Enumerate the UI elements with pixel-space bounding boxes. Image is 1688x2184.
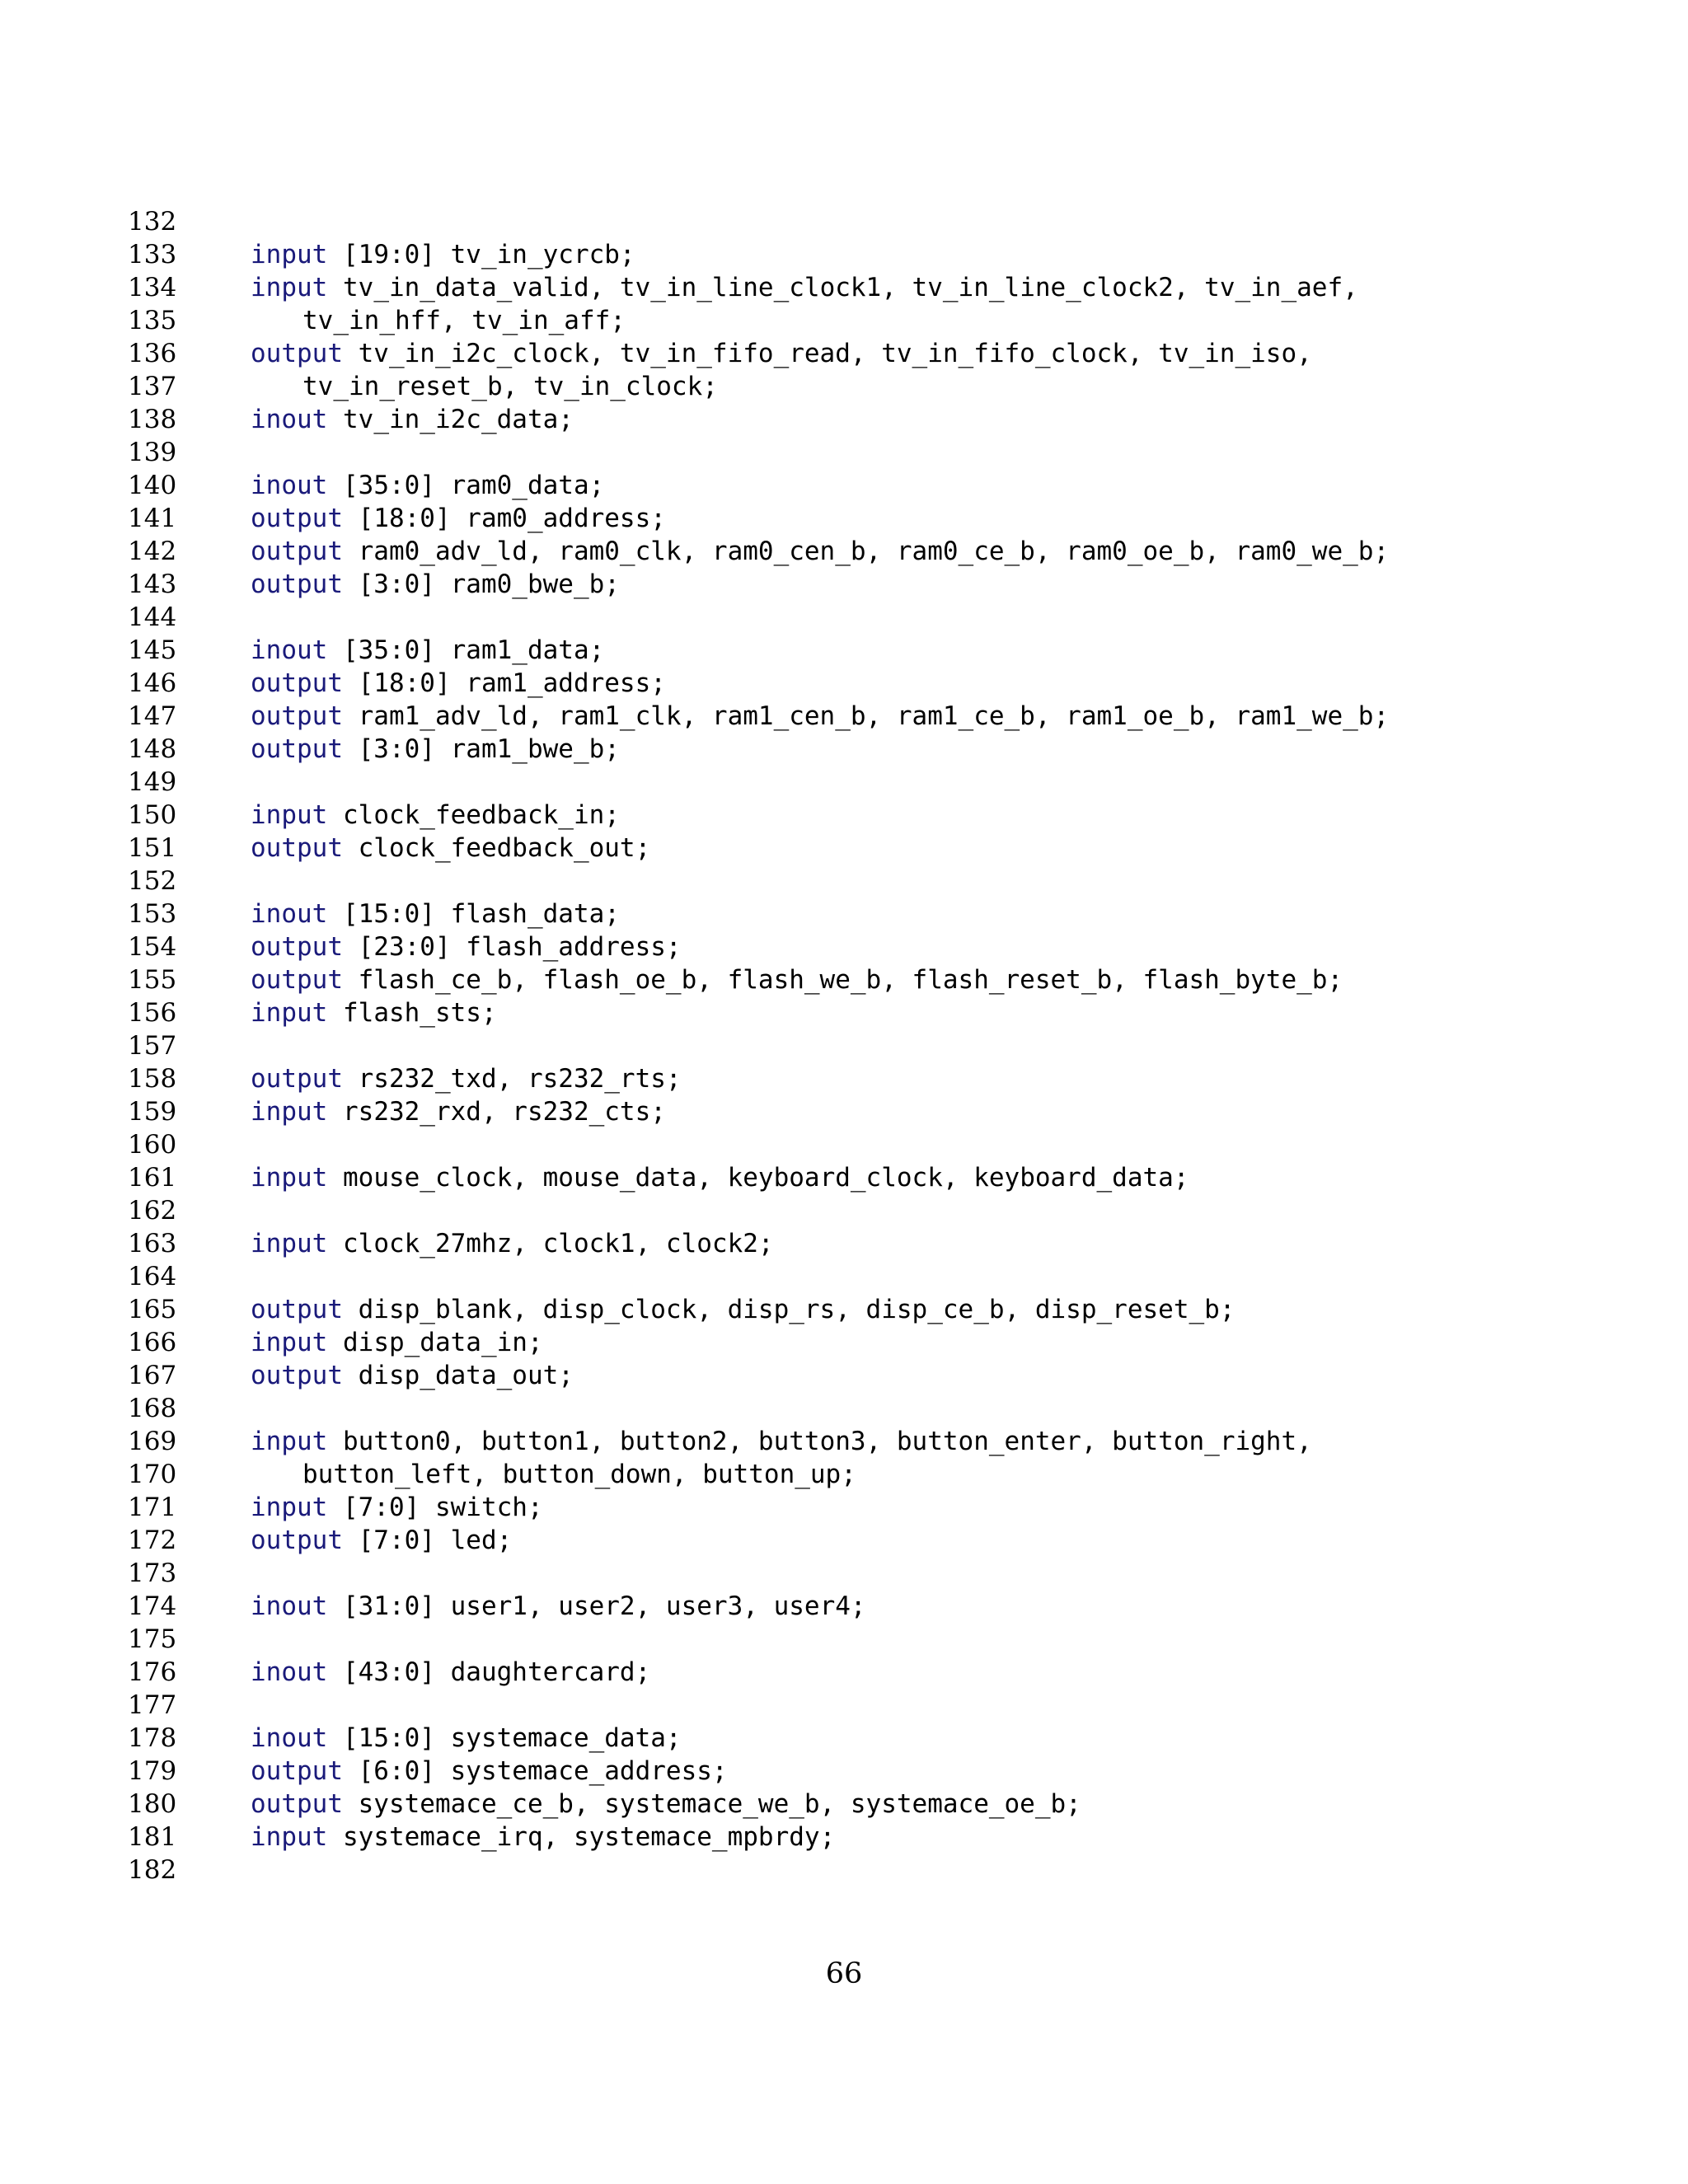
code-text xyxy=(251,1161,1189,1194)
code-keyword: inout xyxy=(251,471,328,500)
code-keyword: output xyxy=(251,504,343,533)
code-line xyxy=(0,1425,1688,1458)
code-line xyxy=(0,1524,1688,1557)
code-line xyxy=(0,469,1688,502)
code-body: clock_feedback_out; xyxy=(342,833,651,863)
code-keyword: input xyxy=(251,1822,328,1852)
code-line xyxy=(0,1392,1688,1425)
code-body: clock_27mhz, clock1, clock2; xyxy=(327,1229,774,1258)
code-line xyxy=(0,865,1688,898)
page-number: 66 xyxy=(825,1957,863,1990)
code-body: systemace_irq, systemace_mpbrdy; xyxy=(327,1822,836,1852)
code-keyword: inout xyxy=(251,405,328,434)
code-line xyxy=(0,1755,1688,1788)
code-keyword: output xyxy=(251,1756,343,1786)
line-number: 135 xyxy=(128,306,177,335)
code-keyword: input xyxy=(251,1493,328,1522)
code-line xyxy=(0,1821,1688,1854)
line-number: 134 xyxy=(128,273,177,302)
code-body: [7:0] led; xyxy=(342,1526,513,1555)
code-text xyxy=(251,1359,574,1392)
code-body: [3:0] ram0_bwe_b; xyxy=(342,569,620,599)
code-body: [18:0] ram0_address; xyxy=(342,504,666,533)
line-number: 164 xyxy=(128,1262,177,1291)
code-line xyxy=(0,1161,1688,1194)
code-text xyxy=(251,832,650,865)
code-text xyxy=(251,1722,682,1755)
code-line xyxy=(0,766,1688,799)
code-text xyxy=(302,370,718,403)
line-number: 141 xyxy=(128,504,177,533)
code-keyword: inout xyxy=(251,1723,328,1753)
line-number: 154 xyxy=(128,932,177,962)
line-number: 155 xyxy=(128,965,177,995)
code-body: tv_in_i2c_clock, tv_in_fifo_read, tv_in_fifo_clock, tv_in_iso, xyxy=(342,339,1312,368)
line-number: 151 xyxy=(128,833,177,863)
code-text xyxy=(251,1755,728,1788)
code-body: tv_in_data_valid, tv_in_line_clock1, tv_in_line_clock2, tv_in_aef, xyxy=(327,273,1358,302)
line-number: 153 xyxy=(128,899,177,929)
code-body: [15:0] systemace_data; xyxy=(327,1723,682,1753)
code-line xyxy=(0,271,1688,304)
code-text xyxy=(251,337,1312,370)
code-text xyxy=(251,1425,1312,1458)
code-text xyxy=(251,469,604,502)
code-keyword: input xyxy=(251,800,328,830)
line-number: 168 xyxy=(128,1394,177,1423)
code-body: tv_in_hff, tv_in_aff; xyxy=(302,306,626,335)
code-body: [15:0] flash_data; xyxy=(327,899,620,929)
code-text xyxy=(302,1458,856,1491)
code-body: disp_blank, disp_clock, disp_rs, disp_ce_b, disp_reset_b; xyxy=(342,1295,1236,1324)
code-line xyxy=(0,667,1688,700)
code-line xyxy=(0,502,1688,535)
code-line xyxy=(0,700,1688,733)
line-number: 132 xyxy=(128,207,177,237)
code-text xyxy=(251,1656,650,1689)
code-body: [6:0] systemace_address; xyxy=(342,1756,728,1786)
line-number: 143 xyxy=(128,569,177,599)
code-text xyxy=(251,898,620,930)
code-body: [23:0] flash_address; xyxy=(342,932,682,962)
code-text xyxy=(251,963,1343,996)
code-body: rs232_txd, rs232_rts; xyxy=(342,1064,682,1094)
code-line xyxy=(0,1194,1688,1227)
code-line xyxy=(0,1491,1688,1524)
code-line xyxy=(0,1062,1688,1095)
code-body: button0, button1, button2, button3, button_enter, button_right, xyxy=(327,1427,1312,1456)
code-text xyxy=(251,1062,682,1095)
code-text xyxy=(251,535,1389,568)
line-number: 167 xyxy=(128,1361,177,1390)
code-body: [35:0] ram1_data; xyxy=(327,635,605,665)
code-line xyxy=(0,370,1688,403)
code-keyword: inout xyxy=(251,899,328,929)
line-number: 179 xyxy=(128,1756,177,1786)
line-number: 165 xyxy=(128,1295,177,1324)
line-number: 182 xyxy=(128,1855,177,1885)
line-number: 178 xyxy=(128,1723,177,1753)
code-body: [7:0] switch; xyxy=(327,1493,543,1522)
line-number: 158 xyxy=(128,1064,177,1094)
code-body: clock_feedback_in; xyxy=(327,800,620,830)
code-text xyxy=(251,1821,835,1854)
line-number: 146 xyxy=(128,668,177,698)
line-number: 173 xyxy=(128,1558,177,1588)
code-text xyxy=(251,1524,512,1557)
code-line xyxy=(0,832,1688,865)
code-line xyxy=(0,930,1688,963)
code-text xyxy=(251,930,682,963)
code-line xyxy=(0,1128,1688,1161)
code-text xyxy=(251,271,1358,304)
code-keyword: input xyxy=(251,1163,328,1193)
code-body: flash_sts; xyxy=(327,998,497,1028)
code-body: [3:0] ram1_bwe_b; xyxy=(342,734,620,764)
code-body: button_left, button_down, button_up; xyxy=(302,1460,856,1489)
code-text xyxy=(251,700,1389,733)
code-body: [19:0] tv_in_ycrcb; xyxy=(327,240,635,269)
line-number: 177 xyxy=(128,1690,177,1720)
code-line xyxy=(0,601,1688,634)
code-body: [31:0] user1, user2, user3, user4; xyxy=(327,1591,866,1621)
code-keyword: inout xyxy=(251,635,328,665)
code-line xyxy=(0,1689,1688,1722)
line-number: 144 xyxy=(128,602,177,632)
code-text xyxy=(251,1788,1081,1821)
code-keyword: output xyxy=(251,1064,343,1094)
code-body: disp_data_out; xyxy=(342,1361,574,1390)
code-keyword: input xyxy=(251,1328,328,1357)
code-text xyxy=(251,502,666,535)
code-keyword: output xyxy=(251,668,343,698)
code-line xyxy=(0,799,1688,832)
line-number: 169 xyxy=(128,1427,177,1456)
code-line xyxy=(0,1029,1688,1062)
line-number: 163 xyxy=(128,1229,177,1258)
line-number: 160 xyxy=(128,1130,177,1160)
line-number: 174 xyxy=(128,1591,177,1621)
code-line xyxy=(0,1722,1688,1755)
code-keyword: output xyxy=(251,1789,343,1819)
line-number: 159 xyxy=(128,1097,177,1127)
code-body: rs232_rxd, rs232_cts; xyxy=(327,1097,666,1127)
line-number: 166 xyxy=(128,1328,177,1357)
code-keyword: output xyxy=(251,339,343,368)
code-keyword: output xyxy=(251,932,343,962)
code-keyword: output xyxy=(251,701,343,731)
code-body: disp_data_in; xyxy=(327,1328,543,1357)
line-number: 181 xyxy=(128,1822,177,1852)
code-line xyxy=(0,1260,1688,1293)
code-keyword: input xyxy=(251,273,328,302)
code-line xyxy=(0,1458,1688,1491)
code-keyword: input xyxy=(251,1427,328,1456)
code-text xyxy=(251,667,666,700)
line-number: 137 xyxy=(128,372,177,401)
code-text xyxy=(251,1326,543,1359)
line-number: 142 xyxy=(128,537,177,566)
code-line xyxy=(0,403,1688,436)
code-line xyxy=(0,1590,1688,1623)
code-body: [43:0] daughtercard; xyxy=(327,1657,651,1687)
code-line xyxy=(0,304,1688,337)
code-line xyxy=(0,1293,1688,1326)
code-keyword: input xyxy=(251,1097,328,1127)
line-number: 140 xyxy=(128,471,177,500)
code-line xyxy=(0,568,1688,601)
line-number: 138 xyxy=(128,405,177,434)
code-line xyxy=(0,337,1688,370)
code-keyword: input xyxy=(251,240,328,269)
code-keyword: output xyxy=(251,569,343,599)
code-text xyxy=(251,1095,666,1128)
code-line xyxy=(0,898,1688,930)
code-line xyxy=(0,436,1688,469)
line-number: 161 xyxy=(128,1163,177,1193)
code-body: systemace_ce_b, systemace_we_b, systemace_oe_b; xyxy=(342,1789,1081,1819)
code-body: [18:0] ram1_address; xyxy=(342,668,666,698)
code-keyword: output xyxy=(251,1361,343,1390)
code-text xyxy=(251,1227,774,1260)
line-number: 171 xyxy=(128,1493,177,1522)
line-number: 133 xyxy=(128,240,177,269)
code-line xyxy=(0,1227,1688,1260)
code-keyword: output xyxy=(251,537,343,566)
code-keyword: output xyxy=(251,1295,343,1324)
code-line xyxy=(0,1854,1688,1886)
code-line xyxy=(0,733,1688,766)
code-text xyxy=(302,304,626,337)
code-text xyxy=(251,733,620,766)
code-keyword: output xyxy=(251,833,343,863)
code-line xyxy=(0,1095,1688,1128)
code-body: [35:0] ram0_data; xyxy=(327,471,605,500)
code-body: tv_in_reset_b, tv_in_clock; xyxy=(302,372,718,401)
code-keyword: input xyxy=(251,998,328,1028)
code-keyword: output xyxy=(251,734,343,764)
line-number: 162 xyxy=(128,1196,177,1226)
code-body: ram1_adv_ld, ram1_clk, ram1_cen_b, ram1_ce_b, ram1_oe_b, ram1_we_b; xyxy=(342,701,1390,731)
code-body: mouse_clock, mouse_data, keyboard_clock, keyboard_data; xyxy=(327,1163,1189,1193)
line-number: 147 xyxy=(128,701,177,731)
code-line xyxy=(0,1359,1688,1392)
code-line xyxy=(0,634,1688,667)
code-listing xyxy=(0,205,1688,1886)
line-number: 170 xyxy=(128,1460,177,1489)
line-number: 152 xyxy=(128,866,177,896)
code-line xyxy=(0,1623,1688,1656)
code-text xyxy=(251,568,620,601)
code-text xyxy=(251,403,574,436)
line-number: 148 xyxy=(128,734,177,764)
line-number: 157 xyxy=(128,1031,177,1061)
line-number: 176 xyxy=(128,1657,177,1687)
code-line xyxy=(0,1557,1688,1590)
code-line xyxy=(0,535,1688,568)
code-line xyxy=(0,996,1688,1029)
line-number: 150 xyxy=(128,800,177,830)
code-keyword: input xyxy=(251,1229,328,1258)
code-text xyxy=(251,238,635,271)
code-text xyxy=(251,1491,543,1524)
line-number: 139 xyxy=(128,438,177,467)
code-keyword: output xyxy=(251,965,343,995)
line-number: 149 xyxy=(128,767,177,797)
code-body: flash_ce_b, flash_oe_b, flash_we_b, flash_reset_b, flash_byte_b; xyxy=(342,965,1343,995)
code-line xyxy=(0,1788,1688,1821)
line-number: 156 xyxy=(128,998,177,1028)
code-text xyxy=(251,1590,866,1623)
line-number: 136 xyxy=(128,339,177,368)
code-keyword: inout xyxy=(251,1657,328,1687)
code-keyword: output xyxy=(251,1526,343,1555)
code-text xyxy=(251,1293,1235,1326)
code-line xyxy=(0,238,1688,271)
line-number: 145 xyxy=(128,635,177,665)
line-number: 180 xyxy=(128,1789,177,1819)
code-body: ram0_adv_ld, ram0_clk, ram0_cen_b, ram0_ce_b, ram0_oe_b, ram0_we_b; xyxy=(342,537,1390,566)
code-line xyxy=(0,1326,1688,1359)
line-number: 172 xyxy=(128,1526,177,1555)
line-number: 175 xyxy=(128,1624,177,1654)
code-text xyxy=(251,634,604,667)
code-line xyxy=(0,205,1688,238)
code-line xyxy=(0,1656,1688,1689)
code-keyword: inout xyxy=(251,1591,328,1621)
code-body: tv_in_i2c_data; xyxy=(327,405,574,434)
code-text xyxy=(251,996,497,1029)
code-text xyxy=(251,799,620,832)
code-line xyxy=(0,963,1688,996)
